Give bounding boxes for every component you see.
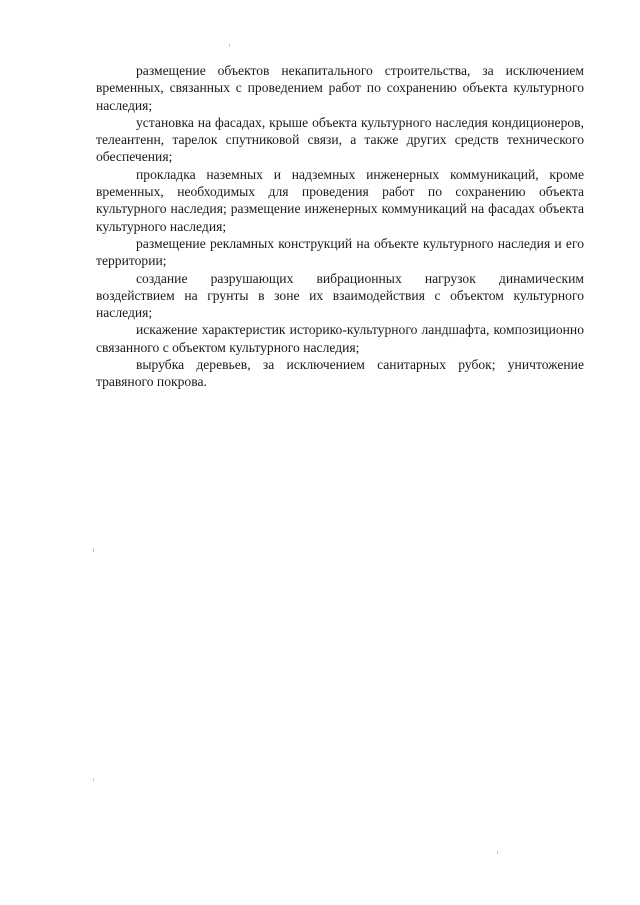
- scan-artifact: [229, 44, 230, 47]
- restriction-paragraph: искажение характеристик историко-культурного ландшафта, композиционно связанного с объектом культурного наследия;: [96, 322, 584, 355]
- restriction-paragraph: прокладка наземных и надземных инженерных коммуникаций, кроме временных, необходимых для проведения работ по сохранению объекта культурного наследия; размещение инженерных коммуникаций на фасадах объекта культурного наследия;: [96, 166, 584, 234]
- restriction-paragraph: размещение объектов некапитального строительства, за исключением временных, связанных с проведением работ по сохранению объекта культурного наследия;: [96, 63, 584, 113]
- document-body: [96, 62, 584, 391]
- scan-artifact: [497, 851, 498, 854]
- scan-artifact: [93, 778, 94, 781]
- scan-artifact: [93, 548, 94, 552]
- restriction-paragraph: размещение рекламных конструкций на объекте культурного наследия и его территории;: [96, 235, 584, 269]
- restriction-paragraph: создание разрушающих вибрационных нагрузок динамическим воздействием на грунты в зоне их взаимодействия с объектом культурного наследия;: [96, 270, 584, 321]
- restriction-paragraph: вырубка деревьев, за исключением санитарных рубок; уничтожение травяного покрова.: [96, 357, 584, 390]
- restriction-paragraph: установка на фасадах, крыше объекта культурного наследия кондиционеров, телеантенн, тарелок спутниковой связи, а также других средств технического обеспечения;: [96, 114, 584, 165]
